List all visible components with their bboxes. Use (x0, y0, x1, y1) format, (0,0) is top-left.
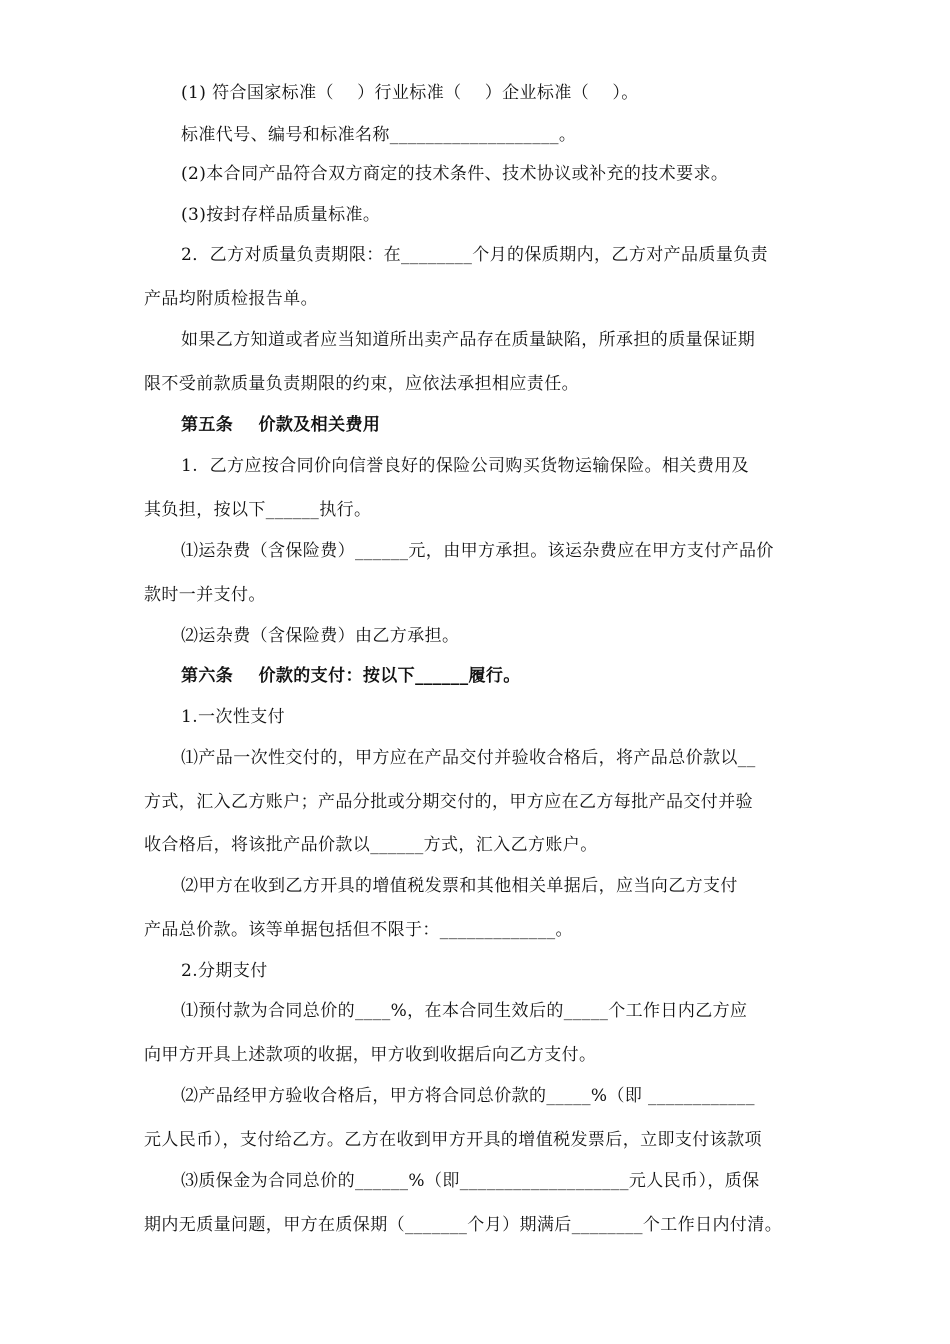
lump-sum-heading: 1.一次性支付 (181, 707, 286, 727)
technical-conditions-line: (2)本合同产品符合双方商定的技术条件、技术协议或补充的技术要求。 (181, 164, 729, 184)
installment-clause-1-cont: 向甲方开具上述款项的收据，甲方收到收据后向乙方支付。 (144, 1045, 597, 1065)
insurance-line: 1. 乙方应按合同价向信誉良好的保险公司购买货物运输保险。相关费用及 (181, 456, 750, 476)
defect-liability-line: 如果乙方知道或者应当知道所出卖产品存在质量缺陷，所承担的质量保证期 (181, 330, 756, 350)
installment-clause-2-cont: 元人民币），支付给乙方。乙方在收到甲方开具的增值税发票后，立即支付该款项 (144, 1130, 762, 1150)
installment-clause-2: ⑵产品经甲方验收合格后，甲方将合同总价款的_____%（即 ____________ (181, 1086, 755, 1106)
lump-sum-clause-2-cont: 产品总价款。该等单据包括但不限于：_____________。 (144, 920, 573, 940)
freight-buyer-line: ⑴运杂费（含保险费）______元，由甲方承担。该运杂费应在甲方支付产品价 (181, 541, 774, 561)
lump-sum-clause-1-cont-a: 方式，汇入乙方账户；产品分批或分期交付的，甲方应在乙方每批产品交付并验 (144, 792, 753, 812)
lump-sum-clause-1-cont-b: 收合格后，将该批产品价款以______方式，汇入乙方账户。 (144, 835, 598, 855)
standard-options-line: (1) 符合国家标准（ ）行业标准（ ）企业标准（ ）。 (181, 83, 639, 103)
installment-heading: 2.分期支付 (181, 961, 268, 981)
freight-buyer-line-cont: 款时一并支付。 (144, 585, 266, 605)
insurance-line-cont: 其负担，按以下______执行。 (144, 500, 372, 520)
freight-seller-line: ⑵运杂费（含保险费）由乙方承担。 (181, 626, 460, 646)
installment-clause-3-cont: 期内无质量问题，甲方在质保期（_______个月）期满后________个工作日内付清。 (144, 1215, 783, 1235)
lump-sum-clause-1: ⑴产品一次性交付的，甲方应在产品交付并验收合格后，将产品总价款以__ (181, 748, 756, 768)
warranty-period-line: 2．乙方对质量负责期限：在________个月的保质期内，乙方对产品质量负责 (181, 245, 769, 265)
article-five-heading: 第五条 价款及相关费用 (181, 415, 381, 435)
lump-sum-clause-2: ⑵甲方在收到乙方开具的增值税发票和其他相关单据后，应当向乙方支付 (181, 876, 738, 896)
installment-clause-1: ⑴预付款为合同总价的____%，在本合同生效后的_____个工作日内乙方应 (181, 1001, 748, 1021)
warranty-period-line-cont: 产品均附质检报告单。 (144, 289, 318, 309)
sample-standard-line: (3)按封存样品质量标准。 (181, 205, 381, 225)
standard-code-line: 标准代号、编号和标准名称___________________。 (181, 125, 577, 145)
defect-liability-line-cont: 限不受前款质量负责期限的约束，应依法承担相应责任。 (144, 374, 579, 394)
installment-clause-3: ⑶质保金为合同总价的______%（即___________________元人民币），质保 (181, 1171, 760, 1191)
article-six-heading: 第六条 价款的支付：按以下______履行。 (181, 666, 521, 686)
